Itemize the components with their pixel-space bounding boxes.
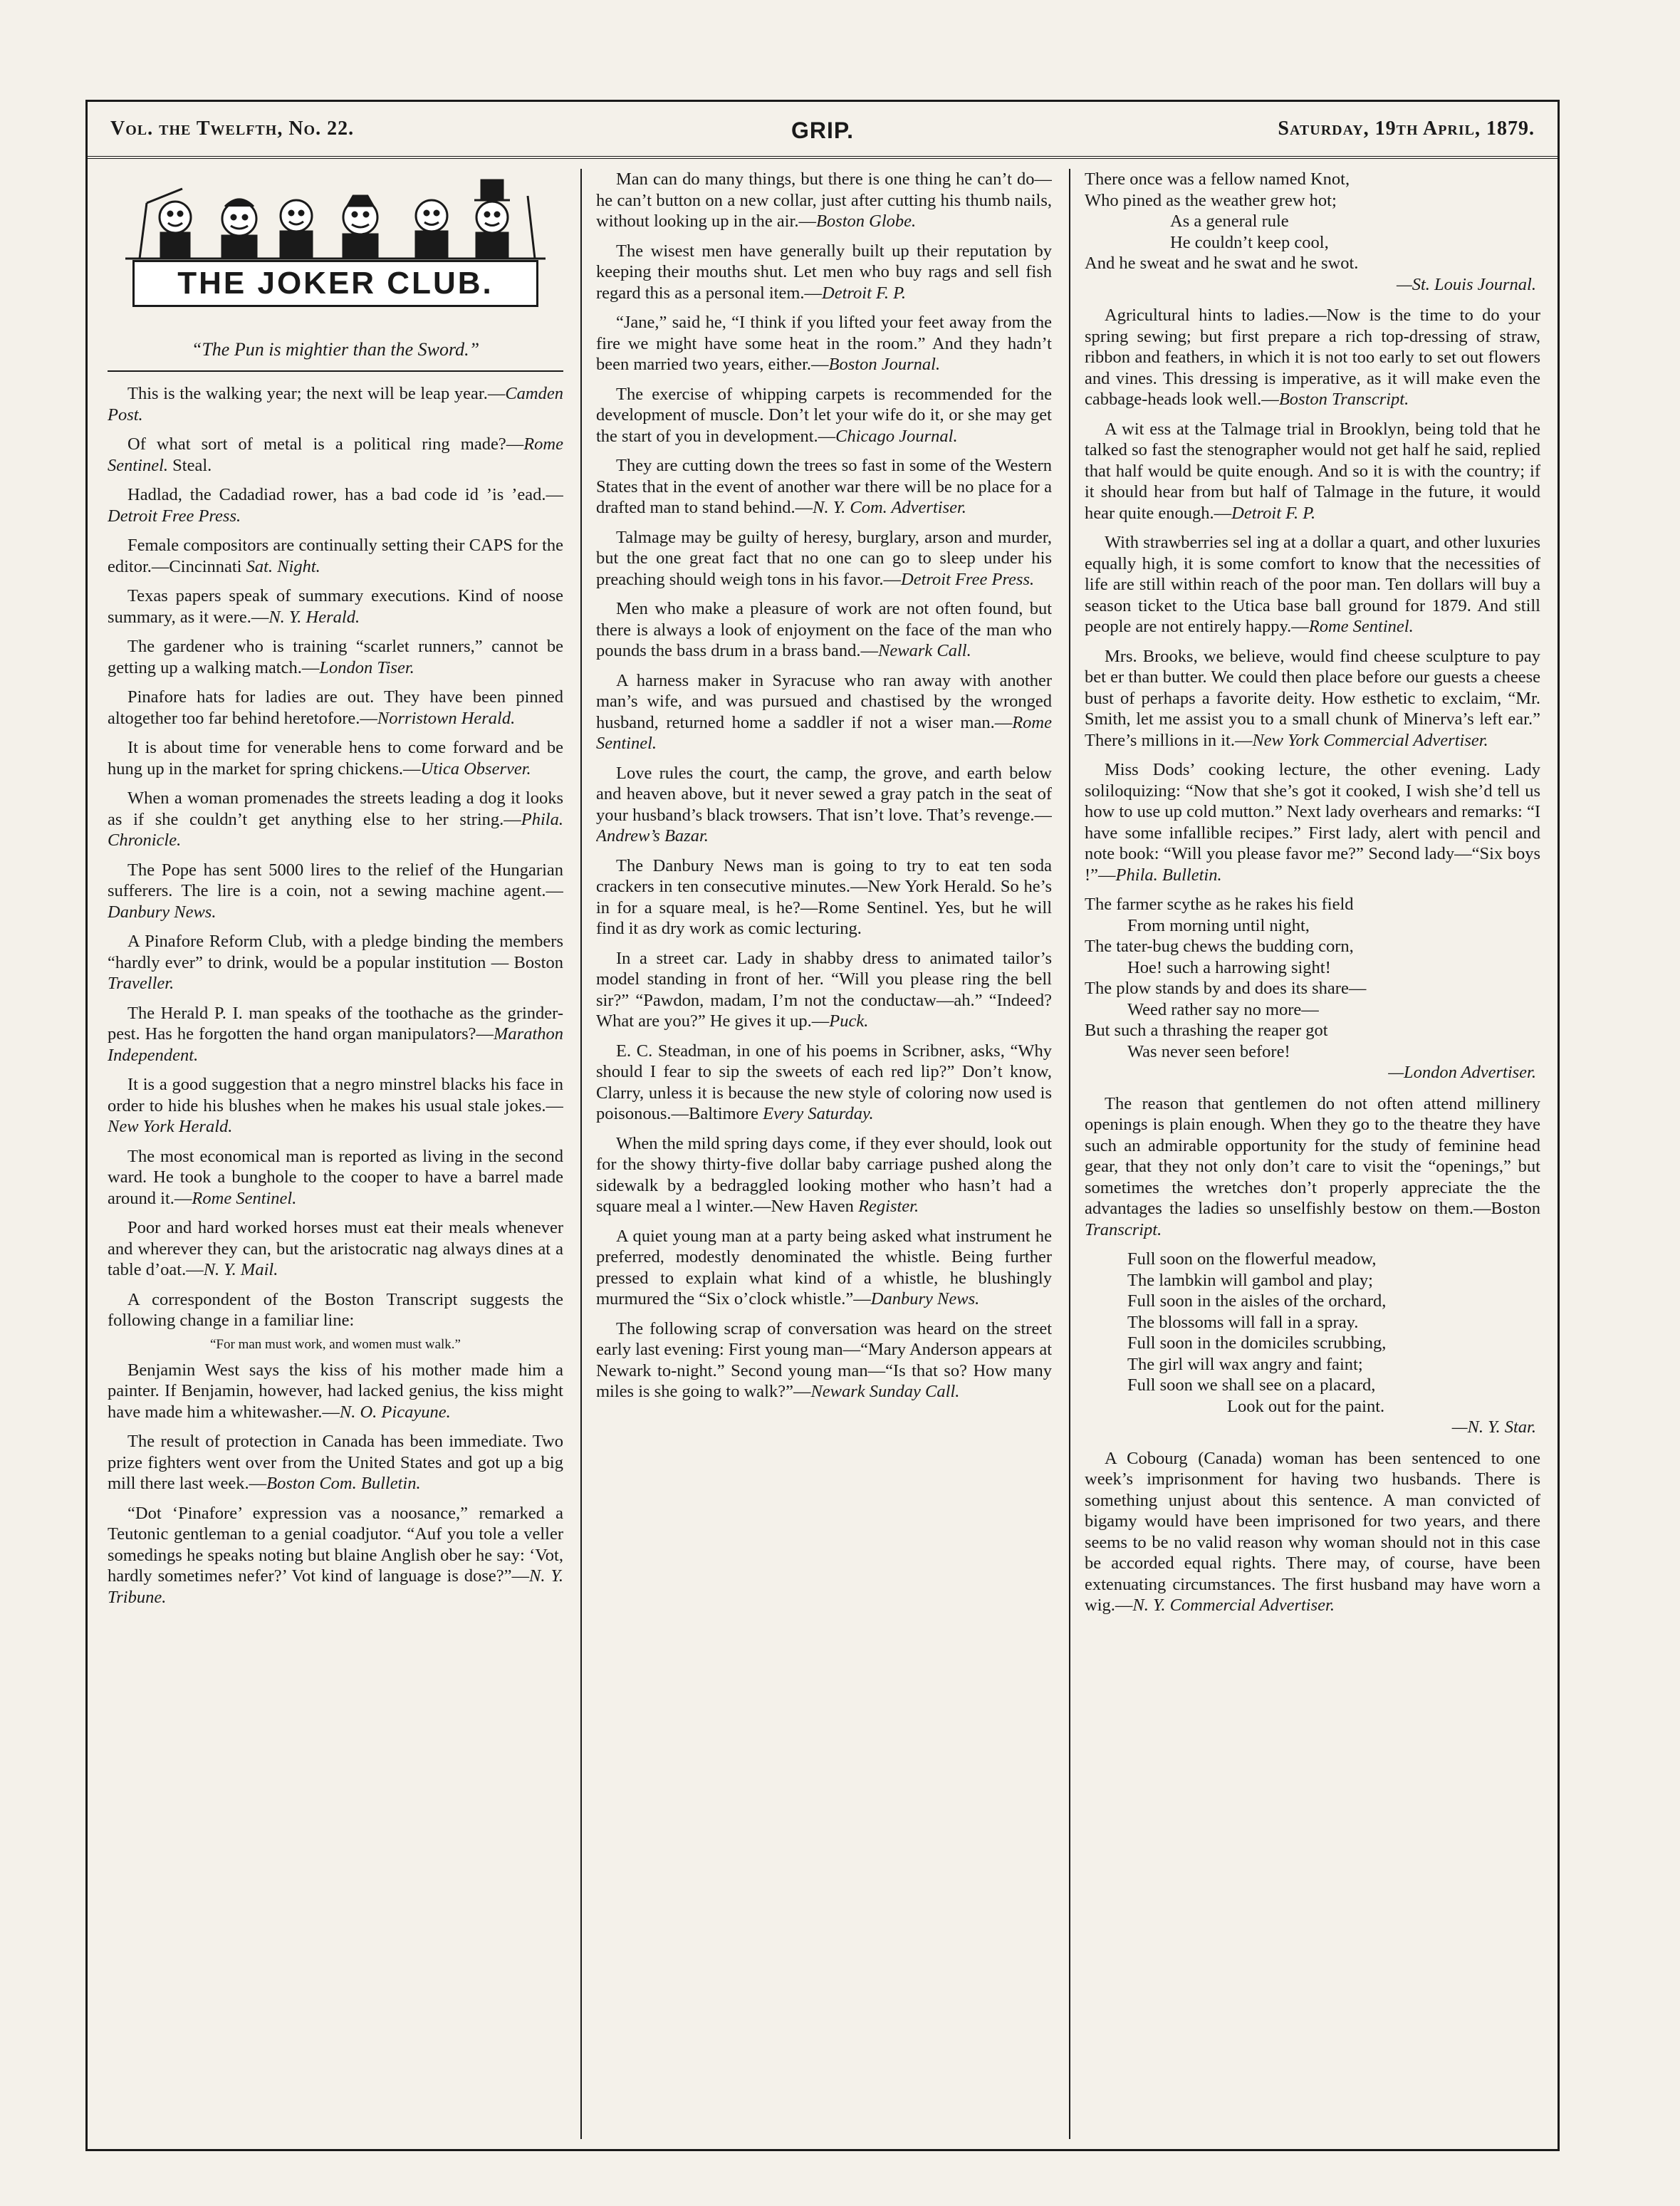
paragraph xyxy=(596,855,1052,940)
verse-attribution: —N. Y. Star. xyxy=(1451,1417,1536,1437)
newspaper-page xyxy=(85,100,1560,2151)
paragraph xyxy=(596,241,1052,304)
column-1 xyxy=(108,169,563,2139)
paragraph-text: Love rules the court, the camp, the grove, and earth below and heaven above, but it never sewed a gray patch in the seat of your husband’s black trowsers. That isn’t love. That’s revenge.— xyxy=(596,763,1052,825)
paragraph-text: A correspondent of the Boston Transcript suggests the following change in a familiar line: xyxy=(108,1289,563,1330)
verse-line: The farmer scythe as he rakes his field xyxy=(1085,895,1354,914)
verse-line: The lambkin will gambol and play; xyxy=(1127,1270,1373,1290)
paragraph xyxy=(596,1041,1052,1125)
paragraph xyxy=(108,1431,563,1494)
paragraph xyxy=(596,527,1052,590)
paragraph xyxy=(108,484,563,526)
paragraph xyxy=(108,1217,563,1281)
source-credit: Rome Sentinel. xyxy=(108,435,563,475)
paragraph xyxy=(596,948,1052,1032)
source-credit: New York Herald. xyxy=(108,1117,233,1136)
source-credit: Boston Transcript. xyxy=(1278,390,1409,409)
paragraph-text: The Herald P. I. man speaks of the toothache as the grinder-pest. Has he forgotten the hand organ manipulators?— xyxy=(108,1003,563,1044)
verse-line: But such a thrashing the reaper got xyxy=(1085,1021,1328,1040)
source-credit: Utica Observer. xyxy=(420,759,531,779)
verse-line: The girl will wax angry and faint; xyxy=(1127,1354,1363,1374)
verse-line: Hoe! such a harrowing sight! xyxy=(1127,957,1331,977)
paragraph-text: A Cobourg (Canada) woman has been sentenced to one week’s imprisonment for having two husbands. There is something unjust about this sentence. A man convicted of bigamy would have been imprisoned for two years, and there seems to be no valid reason why woman should not in this case be accorded equal rights. There may, of course, have been extenuating circumstances. The first husband may have worn a wig.— xyxy=(1085,1448,1540,1615)
col3a-items xyxy=(1085,305,1540,885)
paragraph xyxy=(108,687,563,729)
paragraph-text: Of what sort of metal is a political ring made?— xyxy=(127,435,524,454)
paragraph-text: This is the walking year; the next will be leap year.— xyxy=(127,384,506,403)
source-credit: Danbury News. xyxy=(108,902,216,922)
source-credit: Puck. xyxy=(829,1011,869,1031)
verse-attribution: —St. Louis Journal. xyxy=(1396,274,1536,294)
paragraph xyxy=(108,788,563,851)
verse-line: There once was a fellow named Knot, xyxy=(1085,170,1350,189)
verse-line: Full soon in the aisles of the orchard, xyxy=(1127,1291,1387,1311)
verse-line: Weed rather say no more— xyxy=(1127,999,1319,1019)
paragraph-text: Hadlad, the Cadadiad rower, has a bad code id ’is ’ead.— xyxy=(127,485,563,504)
source-credit: Detroit F. P. xyxy=(1231,503,1316,523)
column-3 xyxy=(1085,169,1540,2139)
paragraph xyxy=(108,1289,563,1331)
verse-line: Full soon in the domiciles scrubbing, xyxy=(1127,1333,1387,1353)
volume-number: Vol. the Twelfth, No. 22. xyxy=(110,118,355,140)
source-credit: London Tiser. xyxy=(319,657,414,677)
verse-line: He couldn’t keep cool, xyxy=(1170,232,1329,252)
paragraph xyxy=(108,1146,563,1209)
paragraph-text: The exercise of whipping carpets is recommended for the development of muscle. Don’t let your wife do it, or she may get the start of you in development.— xyxy=(596,384,1052,446)
paragraph xyxy=(108,383,563,425)
verse-line: Full soon we shall see on a placard, xyxy=(1127,1375,1376,1395)
source-credit: Newark Sunday Call. xyxy=(810,1382,960,1401)
source-credit: Newark Call. xyxy=(878,641,971,660)
paragraph-text: E. C. Steadman, in one of his poems in Scribner, asks, “Why should I fear to sip the sweets of each red lip?” Don’t know, Clarry, unless it is because the new style of coloring now used is poisonous.—Baltimore xyxy=(596,1041,1052,1123)
paragraph-text: “Dot ‘Pinafore’ expression vas a noosance,” remarked a Teutonic gentleman to a genial coadjutor. “Auf you tole a veller somedings he speaks noting but blaine Anglish ober he say: ‘Vot, hardly sometimes nefer?’ Vot kind of language is dose?”— xyxy=(108,1503,563,1586)
col3c-items xyxy=(1085,1448,1540,1616)
paragraph xyxy=(108,931,563,994)
source-credit: N. Y. Commercial Advertiser. xyxy=(1132,1596,1335,1615)
paragraph xyxy=(108,860,563,923)
source-credit: Phila. Chronicle. xyxy=(108,809,563,850)
verse-line: Who pined as the weather grew hot; xyxy=(1085,190,1337,210)
paragraph-text: A wit ess at the Talmage trial in Brooklyn, being told that he talked so fast the stenographer would not get half he said, replied that half would be quite enough. And so it is with the country; if it should hear from but half of Talmage in the future, it would hear quite enough.— xyxy=(1085,419,1540,523)
paragraph-text: Miss Dods’ cooking lecture, the other evening. Lady soliloquizing: “Now that she’s got it cooked, I wish she’d tell us how to use up cold mutton.” Next lady overhears and remarks: “I have some infallible recipes.” First lady, alert with pencil and note book: “Will you please favor me?” Second lady—“Six boys !”— xyxy=(1085,760,1540,885)
paragraph xyxy=(108,535,563,577)
section-motto: “The Pun is mightier than the Sword.” xyxy=(108,339,563,372)
source-credit: Detroit Free Press. xyxy=(901,569,1035,589)
paragraph-text: The result of protection in Canada has been immediate. Two prize fighters went over from the United States and got up a big mill there last week.— xyxy=(108,1432,563,1493)
source-credit: Rome Sentinel. xyxy=(596,712,1052,753)
paragraph xyxy=(596,455,1052,519)
quoted-line: “For man must work, and women must walk.” xyxy=(210,1336,461,1352)
paragraph-text: Female compositors are continually setting their CAPS for the editor.—Cincinnati xyxy=(108,536,563,576)
column-rule xyxy=(1069,169,1070,2139)
verse-line: Was never seen before! xyxy=(1127,1041,1290,1061)
source-credit: N. Y. Herald. xyxy=(268,607,360,627)
verse-line: The blossoms will fall in a spray. xyxy=(1127,1312,1359,1332)
source-credit: Chicago Journal. xyxy=(835,426,958,446)
paragraph-text: Men who make a pleasure of work are not often found, but there is always a look of enjoyment on the face of the man who pounds the bass drum in a brass band.— xyxy=(596,599,1052,660)
paragraph-text: It is a good suggestion that a negro minstrel blacks his face in order to hide his blushes when he makes his usual stale jokes.— xyxy=(108,1075,563,1115)
paragraph xyxy=(108,434,563,476)
source-credit: N. Y. Com. Advertiser. xyxy=(813,498,966,517)
paragraph xyxy=(1085,532,1540,638)
paragraph xyxy=(108,636,563,678)
paragraph-text: The reason that gentlemen do not often attend millinery openings is plain enough. When they go to the theatre they have such an admirable opportunity for the study of feminine head gear, that they not only don’t care to visit the “openings,” but sometimes the wretches don’t properly appreciate the the advantages the ladies so unselfishly bestow on them.—Boston xyxy=(1085,1093,1540,1218)
paragraph xyxy=(596,1318,1052,1403)
paragraph-text: Man can do many things, but there is one thing he can’t do—he can’t button on a new collar, just after cutting his thumb nails, without looking up in the air.— xyxy=(596,170,1052,231)
paragraph-text: Benjamin West says the kiss of his mother made him a painter. If Benjamin, however, had lacked genius, the kiss might have made him a whitewasher.— xyxy=(108,1360,563,1422)
paragraph-text: When a woman promenades the streets leading a dog it looks as if she couldn’t get anything else to her string.— xyxy=(108,789,563,829)
paragraph xyxy=(596,1133,1052,1217)
col3b-items xyxy=(1085,1093,1540,1241)
verse-attribution: —London Advertiser. xyxy=(1388,1063,1536,1082)
verse-line: Look out for the paint. xyxy=(1227,1396,1385,1416)
paragraph xyxy=(108,1360,563,1423)
verse-meadow xyxy=(1085,1249,1540,1438)
verse-farmer xyxy=(1085,894,1540,1083)
verse-line: As a general rule xyxy=(1170,212,1289,231)
paragraph-text: Texas papers speak of summary executions. Kind of noose summary, as it were.— xyxy=(108,586,563,627)
source-credit: Traveller. xyxy=(108,974,174,993)
verse-line: Full soon on the flowerful meadow, xyxy=(1127,1249,1377,1269)
paragraph xyxy=(596,384,1052,447)
source-credit: Sat. Night. xyxy=(246,556,320,576)
paragraph-text: The wisest men have generally built up their reputation by keeping their mouths shut. Let men who buy rags and sell fish regard this as a personal item.— xyxy=(596,241,1052,303)
column-2 xyxy=(596,169,1052,2139)
verse-line: The plow stands by and does its share— xyxy=(1085,979,1367,998)
verse-line: From morning until night, xyxy=(1127,915,1310,935)
verse-knot xyxy=(1085,169,1540,295)
paragraph-text: Agricultural hints to ladies.—Now is the time to do your spring sewing; but first prepare a rich top-dressing of straw, ribbon and feathers, in which it is not too early to set out flowers and vines. This dressing is imperative, as it will make even the cabbage-heads look well.— xyxy=(1085,306,1540,409)
source-credit: N. O. Picayune. xyxy=(339,1402,451,1422)
paragraph-text: Poor and hard worked horses must eat their meals whenever and wherever they can, but the aristocratic nag always dines at a table d’oat.— xyxy=(108,1218,563,1279)
paragraph xyxy=(108,1074,563,1138)
paragraph-text: It is about time for venerable hens to come forward and be hung up in the market for spring chickens.— xyxy=(108,738,563,779)
paragraph-text: When the mild spring days come, if they ever should, look out for the showy thirty-five dollar baby carriage pushed along the sidewalk by a bedraggled looking mother who hasn’t had a square meal a l winter.—New Haven xyxy=(596,1133,1052,1216)
joker-club-banner xyxy=(118,175,553,328)
source-credit: Phila. Bulletin. xyxy=(1115,865,1222,885)
verse-line: The tater-bug chews the budding corn, xyxy=(1085,937,1354,956)
paragraph xyxy=(108,1503,563,1608)
source-credit: N. Y. Mail. xyxy=(203,1260,278,1279)
paragraph xyxy=(108,1003,563,1066)
paragraph xyxy=(596,670,1052,754)
source-credit: Rome Sentinel. xyxy=(192,1188,297,1208)
paragraph xyxy=(1085,419,1540,524)
paragraph-text: With strawberries sel ing at a dollar a quart, and other luxuries equally high, it is some comfort to know that the necessities of life are still within reach of the poor man. Ten dollars will buy a season ticket to the Utica base ball ground for 1879. And still people are not entirely happy.— xyxy=(1085,533,1540,636)
paragraph xyxy=(596,312,1052,375)
paragraph-text: Mrs. Brooks, we believe, would find cheese sculpture to pay bet er than butter. We could then place before our guests a cheese bust of perhaps a favorite deity. How esthetic to exclaim, “Mr. Smith, let me assist you to a small chunk of Minerva’s left ear.” There’s millions in it.— xyxy=(1085,646,1540,750)
paragraph-text: The Pope has sent 5000 lires to the relief of the Hungarian sufferers. The lire is a coin, not a sewing machine agent.— xyxy=(108,860,563,900)
paragraph xyxy=(1085,1093,1540,1241)
source-credit: Register. xyxy=(858,1197,919,1216)
source-credit: Transcript. xyxy=(1085,1219,1162,1239)
issue-date: Saturday, 19th April, 1879. xyxy=(1278,118,1535,140)
paragraph-text: The following scrap of conversation was heard on the street early last evening: First young man—“Mary Anderson appears at Newark to-night.” Second young man—“Is that so? How many miles is she going to walk?”— xyxy=(596,1318,1052,1401)
paragraph-text: Talmage may be guilty of heresy, burglary, arson and murder, but the one great fact that no one can go to sleep under his preaching should weigh tons in his favor.— xyxy=(596,527,1052,589)
source-credit: Marathon Independent. xyxy=(108,1024,563,1065)
source-credit: Every Saturday. xyxy=(763,1104,874,1123)
col1-items xyxy=(108,383,563,1608)
paragraph xyxy=(596,1226,1052,1310)
source-credit: N. Y. Tribune. xyxy=(108,1566,563,1607)
col2-items xyxy=(596,169,1052,1403)
paragraph-text: Steal. xyxy=(168,455,212,475)
section-title: THE JOKER CLUB. xyxy=(132,260,538,307)
paragraph-text: “Jane,” said he, “I think if you lifted your feet away from the fire we might have some heat in the room.” And they hadn’t been married two years, either.— xyxy=(596,313,1052,374)
paragraph-text: They are cutting down the trees so fast in some of the Western States that in the event of another war there will be no place for a drafted man to stand behind.— xyxy=(596,456,1052,517)
paragraph-text: A Pinafore Reform Club, with a pledge binding the members “hardly ever” to drink, would be a popular institution — Boston xyxy=(108,932,563,972)
masthead xyxy=(88,102,1558,159)
paragraph-text: In a street car. Lady in shabby dress to animated tailor’s model standing in front of her. “Will you please ring the bell sir?” “Pawdon, madam, I’m not the conductaw—ah.” “Indeed? What are you?” He gives it up.— xyxy=(596,948,1052,1031)
paragraph xyxy=(108,586,563,628)
source-credit: Danbury News. xyxy=(870,1289,980,1308)
paragraph-text: The gardener who is training “scarlet runners,” cannot be getting up a walking match.— xyxy=(108,637,563,677)
source-credit: Boston Com. Bulletin. xyxy=(266,1474,421,1493)
source-credit: Detroit F. P. xyxy=(822,283,907,303)
source-credit: Detroit Free Press. xyxy=(108,506,241,526)
source-credit: Andrew’s Bazar. xyxy=(596,826,709,846)
paragraph-text: The most economical man is reported as living in the second ward. He took a bunghole to the cooper to have a barrel made around it.— xyxy=(108,1146,563,1208)
source-credit: Boston Globe. xyxy=(815,212,917,231)
source-credit: Boston Journal. xyxy=(828,355,941,374)
paragraph xyxy=(596,169,1052,232)
paragraph xyxy=(596,763,1052,847)
publication-title: GRIP. xyxy=(791,118,854,143)
column-rule xyxy=(580,169,582,2139)
source-credit: Camden Post. xyxy=(108,384,563,425)
paragraph-text: The Danbury News man is going to try to eat ten soda crackers in ten consecutive minutes.—New York Herald. So he’s in for a square meal, is he?—Rome Sentinel. Yes, but he will find it as dry work as comic lecturing. xyxy=(596,855,1052,938)
source-credit: Rome Sentinel. xyxy=(1308,617,1414,636)
paragraph xyxy=(1085,305,1540,410)
paragraph xyxy=(596,598,1052,662)
paragraph-text: A quiet young man at a party being asked what instrument he preferred, modestly denominated the whistle. Being further pressed to explain what kind of a whistle, he blushingly murmured the “Six o’clock whistle.”— xyxy=(596,1226,1052,1308)
paragraph xyxy=(1085,1448,1540,1616)
verse-line: And he sweat and he swat and he swot. xyxy=(1085,254,1359,273)
paragraph-text: A harness maker in Syracuse who ran away with another man’s wife, and was pursued and chastised by the wronged husband, returned home a saddler if not a wiser man.— xyxy=(596,670,1052,732)
paragraph xyxy=(1085,646,1540,751)
paragraph xyxy=(108,737,563,779)
paragraph-text: Pinafore hats for ladies are out. They have been pinned altogether too far behind heretofore.— xyxy=(108,687,563,728)
paragraph xyxy=(1085,759,1540,885)
source-credit: New York Commercial Advertiser. xyxy=(1252,730,1488,750)
source-credit: Norristown Herald. xyxy=(377,708,516,728)
